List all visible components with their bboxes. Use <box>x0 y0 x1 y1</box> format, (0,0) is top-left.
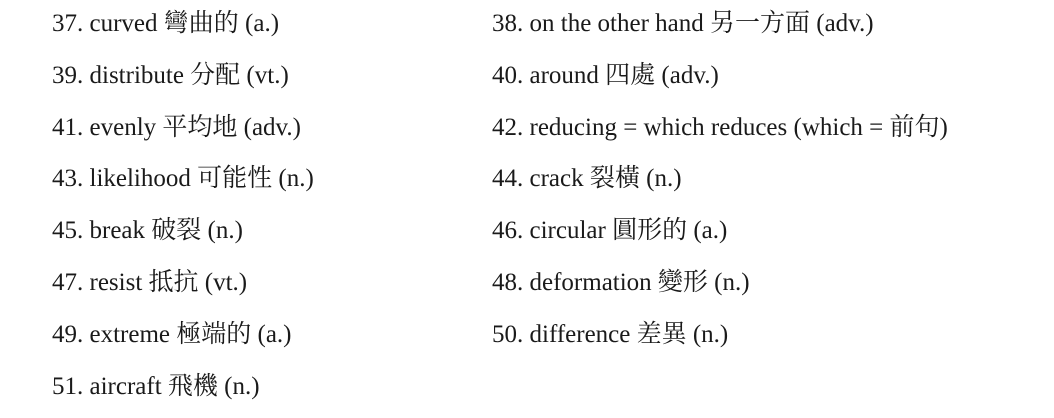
vocab-entry-51 <box>52 367 314 418</box>
entry-text: 50. difference 差異 (n.) <box>492 320 729 348</box>
vocab-entry-50 <box>492 315 948 367</box>
right-column <box>492 4 948 367</box>
entry-text: 38. on the other hand 另一方面 (adv.) <box>492 10 874 37</box>
entry-text: 37. curved 彎曲的 (a.) <box>52 10 280 37</box>
vocab-entry-45 <box>52 211 314 263</box>
entry-text: 43. likelihood 可能性 (n.) <box>52 165 314 193</box>
entry-text: 47. resist 抵抗 (vt.) <box>52 268 248 296</box>
entry-text: 41. evenly 平均地 (adv.) <box>52 113 302 141</box>
vocab-entry-39 <box>52 56 314 108</box>
vocab-entry-44 <box>492 159 948 211</box>
entry-text: 46. circular 圓形的 (a.) <box>492 217 728 245</box>
vocab-entry-47 <box>52 263 314 315</box>
vocab-entry-41 <box>52 108 314 160</box>
entry-text: 39. distribute 分配 (vt.) <box>52 61 289 89</box>
entry-text: 45. break 破裂 (n.) <box>52 217 243 245</box>
entry-text: 48. deformation 變形 (n.) <box>492 268 750 296</box>
entry-text: 49. extreme 極端的 (a.) <box>52 320 292 348</box>
entry-text: 44. crack 裂橫 (n.) <box>492 165 682 193</box>
vocab-entry-42 <box>492 108 948 160</box>
entry-text: 51. aircraft 飛機 (n.) <box>52 372 260 400</box>
vocab-entry-46 <box>492 211 948 263</box>
entry-text: 40. around 四處 (adv.) <box>492 61 719 89</box>
vocab-entry-43 <box>52 159 314 211</box>
vocab-entry-38 <box>492 4 948 56</box>
vocab-entry-40 <box>492 56 948 108</box>
vocab-entry-37 <box>52 4 314 56</box>
vocab-entry-49 <box>52 315 314 367</box>
vocab-entry-48 <box>492 263 948 315</box>
entry-text: 42. reducing = which reduces (which = 前句) <box>492 113 948 141</box>
left-column <box>52 4 314 418</box>
